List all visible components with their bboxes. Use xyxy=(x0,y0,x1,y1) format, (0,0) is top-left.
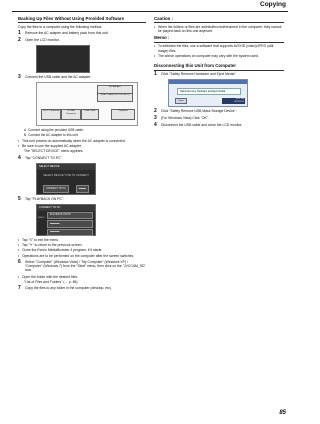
note-text: Connect the AC adapter to this unit. xyxy=(28,133,79,138)
lcd-screen-select-device xyxy=(36,163,96,195)
sub-result xyxy=(24,149,146,153)
caution-text: When the folders or files are deleted/moved/renamed in the computer, they cannot be played back on this unit anymore. xyxy=(158,24,282,34)
step-text: Tap "CONNECT TO PC". xyxy=(25,155,63,160)
step-text: (For Windows Vista) Click "OK". xyxy=(161,116,209,121)
usb-connector-label: To USB Connector xyxy=(61,109,81,120)
disconnect-step-2 xyxy=(154,109,284,114)
camera-lcd-illustration xyxy=(36,45,90,73)
step-text: Disconnect the USB cable and close the LCD monitor. xyxy=(161,123,243,128)
ac-adapter-label: AC Adapter xyxy=(97,85,133,94)
bullet-item: • This unit powers on automatically when the AC adapter is connected. xyxy=(18,138,126,143)
section-title-backup: Backing Up Files Without Using Provided Software xyxy=(18,16,125,21)
outlet-label: To AC Outlet (110 V to 240 V) xyxy=(97,93,133,102)
note-text: Connect using the provided USB cable. xyxy=(28,128,84,133)
bullet-item: • Tap "↰" to return to the previous screen. xyxy=(18,242,83,247)
note-mark: A xyxy=(24,128,27,133)
right-column xyxy=(154,17,284,130)
lcd-menu-item[interactable]: ▬▬▬▬ xyxy=(47,229,93,236)
step-number: 1 xyxy=(18,30,21,37)
bullet-item: • Close the Everio MediaBrowser 4 program, if it starts. xyxy=(18,248,103,253)
step-5 xyxy=(18,197,146,202)
sub-result-text: The "SELECT DEVICE" menu appears. xyxy=(24,149,84,154)
step-number: 4 xyxy=(154,122,157,129)
lcd-screen-connect-to-pc xyxy=(36,204,96,236)
lcd-menu-item[interactable]: ▬▬▬▬ xyxy=(47,220,93,227)
usb-cable-label: USB Cable xyxy=(81,109,99,120)
step-text: Copy the files to any folder in the computer (desktop, etc). xyxy=(25,286,112,291)
step-number: 5 xyxy=(18,195,21,202)
header-title: Copying xyxy=(260,1,286,8)
section-title-disconnect: Disconnecting this Unit from Computer xyxy=(154,63,236,69)
caution-title: Caution : xyxy=(154,16,174,21)
memo-text: The above operations on computer may vary with the system used. xyxy=(158,53,259,58)
system-tray xyxy=(222,98,245,104)
reference-text[interactable]: "List of Files and Folders" (→ p. 86) xyxy=(24,280,78,285)
tray-date: 6/12/2012 xyxy=(234,101,244,104)
bullet-text: This unit powers on automatically when the AC adapter is connected. xyxy=(22,138,126,143)
step-text: Open the LCD monitor. xyxy=(25,38,60,43)
bullet-item: • Operations are to be performed on the computer after the screen switches. xyxy=(18,253,135,258)
step-number: 2 xyxy=(18,37,21,44)
caution-item: • When the folders or files are deleted/moved/renamed in the computer, they cannot be played back on this unit anymore. xyxy=(154,25,284,34)
bullet-item: • Open the folder with the desired files. xyxy=(18,274,78,279)
disconnect-step-1 xyxy=(154,72,284,77)
playback-on-pc-button[interactable]: PLAYBACK ON PC xyxy=(47,212,93,219)
connect-to-pc-button[interactable]: CONNECT TO PC xyxy=(43,185,69,192)
pc-window-titlebar xyxy=(169,80,247,84)
memo-rule xyxy=(154,42,284,43)
caution-rule xyxy=(154,22,284,23)
bullet-text: Close the Everio MediaBrowser 4 program, if it starts. xyxy=(22,248,103,253)
step-7 xyxy=(18,286,146,291)
bullet-text: Be sure to use the supplied AC adapter. xyxy=(22,144,82,149)
step-number: 1 xyxy=(154,71,157,78)
section-rule xyxy=(154,70,284,71)
intro-text: Copy the files to a computer using the following method. xyxy=(18,24,103,29)
reference-link[interactable] xyxy=(24,280,146,284)
step-number: 3 xyxy=(18,74,21,81)
lcd-button-row xyxy=(37,184,95,193)
page-header xyxy=(0,0,300,13)
bullet-item: • Be sure to use the supplied AC adapter. xyxy=(18,144,82,149)
note-mark: B xyxy=(24,133,27,138)
lcd-option-button[interactable]: ▬▬▬ xyxy=(76,185,89,192)
connection-diagram xyxy=(36,82,138,126)
disconnect-step-3 xyxy=(154,116,284,121)
memo-item: • To edit/view the files, use a software that supports AVCHD (video)/JPEG (still image) files. xyxy=(154,44,284,53)
lcd-title: SELECT DEVICE xyxy=(37,164,95,170)
step-6 xyxy=(18,260,146,273)
safely-remove-hardware-item[interactable]: Safely Remove Hardware and Eject Media xyxy=(177,88,241,95)
header-rule xyxy=(12,11,288,12)
diagram-note-b xyxy=(24,133,146,137)
memo-text: To edit/view the files, use a software that supports AVCHD (video)/JPEG (still image) files. xyxy=(158,44,274,53)
step-number: 2 xyxy=(154,108,157,115)
step-text: Select "Computer" (Windows Vista) / "My Computer" (Windows XP) / "Computer" (Windows 7) from the "Start" menu, then click on the "JVCCAM_SD" icon. xyxy=(25,259,146,273)
step-number: 7 xyxy=(18,285,21,292)
memo-item: • The above operations on computer may vary with the system used. xyxy=(154,53,259,58)
step-4 xyxy=(18,156,146,161)
bullet-text: Open the folder with the desired files. xyxy=(22,274,78,279)
memo-title: Memo : xyxy=(154,35,170,41)
section-rule xyxy=(18,22,146,23)
step-text: Click "Safely Remove Hardware and Eject Media". xyxy=(161,72,237,77)
step-number: 3 xyxy=(154,115,157,122)
bullet-text: Tap "X" to exit the menu. xyxy=(22,237,60,242)
lcd-title: CONNECT TO PC xyxy=(37,205,95,211)
tray-time: 4:51 PM xyxy=(235,98,244,101)
pc-open-button[interactable]: Open xyxy=(175,98,187,104)
step-text: Connect the USB cable and the AC adapter. xyxy=(25,75,92,80)
step-number: 6 xyxy=(18,258,21,265)
step-text: Remove the AC adapter and battery pack from this unit. xyxy=(25,31,109,36)
dc-connector-label: To DC Connector xyxy=(41,109,61,120)
diagram-note-a xyxy=(24,128,146,132)
step-number: 4 xyxy=(18,154,21,161)
lcd-message: SELECT DEVICE TYPE TO CONNECT xyxy=(43,173,89,177)
bullet-text: Tap "↰" to return to the previous screen. xyxy=(22,242,83,247)
computer-label: Computer xyxy=(111,109,135,120)
bullet-text: Operations are to be performed on the computer after the screen switches. xyxy=(22,253,135,258)
step-1 xyxy=(18,31,146,36)
disconnect-step-4 xyxy=(154,123,284,128)
step-2 xyxy=(18,38,146,43)
left-column xyxy=(18,17,146,293)
pc-taskbar-screenshot xyxy=(168,79,248,107)
bullet-item: • Tap "X" to exit the menu. xyxy=(18,237,60,242)
page-number: 85 xyxy=(279,410,286,416)
step-text: Tap "PLAYBACK ON PC". xyxy=(25,196,65,201)
step-3 xyxy=(18,75,146,80)
step-text: Click "Safely Remove USB Mass Storage Device". xyxy=(161,109,237,114)
menu-side-label: MENU xyxy=(38,216,45,219)
